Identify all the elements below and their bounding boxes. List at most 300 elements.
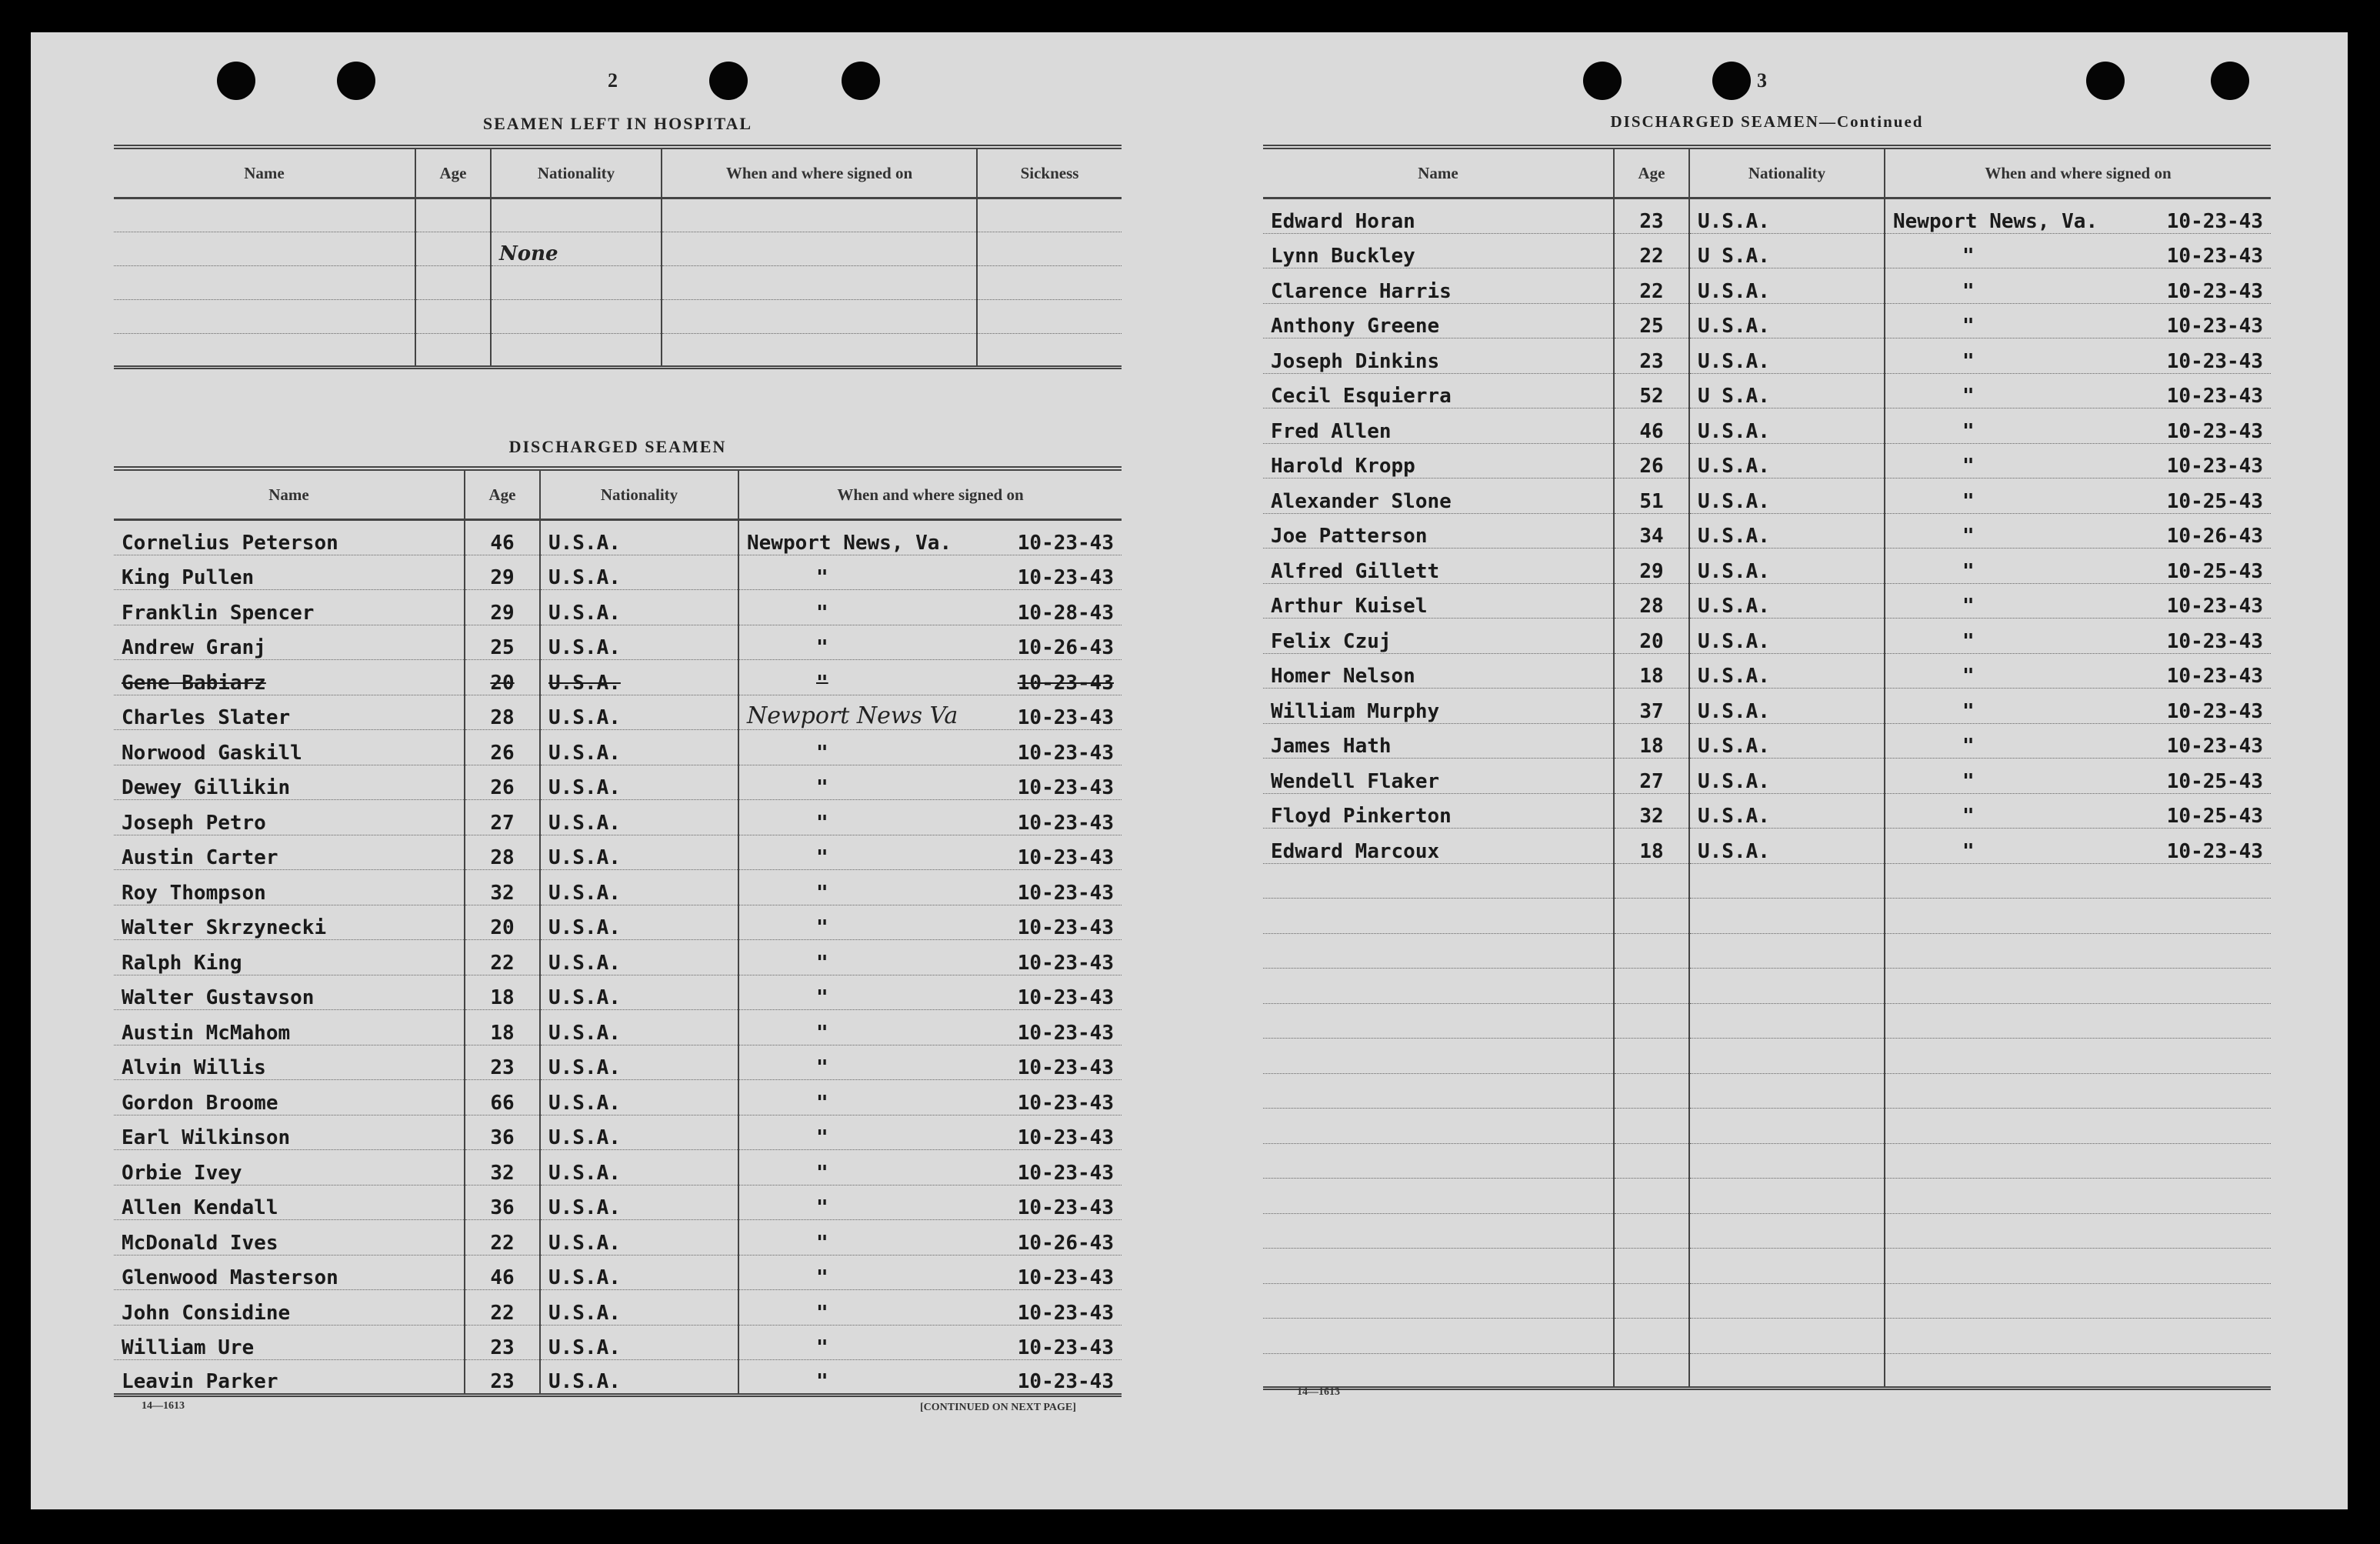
empty-row [1263, 969, 2271, 1004]
signed-on-cell [738, 555, 1122, 590]
seaman-age: 23 [465, 1360, 540, 1396]
signed-on-place: Newport News, Va. [1893, 209, 2098, 233]
table-row [1263, 198, 2271, 234]
signed-on-date: 10-23-43 [2166, 315, 2263, 338]
col-header-name: Name [1263, 147, 1614, 198]
seaman-age: 20 [465, 660, 540, 695]
signed-on-date: 10-26-43 [1017, 1231, 1114, 1255]
seaman-nationality: U.S.A. [540, 1010, 738, 1045]
signed-on-cell [1885, 338, 2271, 374]
seaman-age: 22 [465, 940, 540, 975]
signed-on-cell [1885, 233, 2271, 268]
signed-on-date: 10-23-43 [2166, 279, 2263, 303]
signed-on-date: 10-23-43 [2166, 595, 2263, 618]
seaman-name: Cecil Esquierra [1263, 373, 1614, 409]
signed-on-cell [738, 1080, 1122, 1115]
empty-row [1263, 1319, 2271, 1354]
seaman-nationality: U.S.A. [540, 940, 738, 975]
seaman-nationality: U.S.A. [1689, 479, 1885, 514]
table-row [114, 555, 1122, 590]
signed-on-place: " [1962, 839, 1975, 863]
table-row [114, 1325, 1122, 1360]
signed-on-cell [1885, 549, 2271, 584]
table-row [114, 590, 1122, 625]
seaman-name: Gordon Broome [114, 1080, 465, 1115]
signed-on-date: 10-23-43 [1017, 1056, 1114, 1079]
signed-on-place: " [816, 1301, 828, 1325]
empty-row [1263, 933, 2271, 969]
seaman-nationality: U.S.A. [1689, 583, 1885, 619]
signed-on-date: 10-26-43 [1017, 636, 1114, 659]
signed-on-place: " [1962, 735, 1975, 758]
seaman-age: 51 [1614, 479, 1689, 514]
seaman-nationality: U.S.A. [540, 1325, 738, 1360]
signed-on-cell [738, 835, 1122, 870]
seaman-age: 34 [1614, 513, 1689, 549]
signed-on-place: " [1962, 349, 1975, 373]
empty-row [1263, 1213, 2271, 1249]
signed-on-cell [738, 905, 1122, 940]
seaman-age: 32 [1614, 793, 1689, 829]
signed-on-date: 10-23-43 [1017, 741, 1114, 765]
seaman-name: Norwood Gaskill [114, 730, 465, 765]
table-row [114, 1150, 1122, 1186]
signed-on-place: " [816, 566, 828, 589]
seaman-nationality: U.S.A. [540, 1115, 738, 1150]
seaman-age: 23 [465, 1325, 540, 1360]
signed-on-place: Newport News Va [747, 702, 958, 729]
empty-row [1263, 863, 2271, 899]
seaman-name: Earl Wilkinson [114, 1115, 465, 1150]
punch-hole-icon [2086, 62, 2125, 100]
signed-on-place: " [1962, 769, 1975, 793]
signed-on-cell [738, 1185, 1122, 1220]
right-page-number: 3 [1757, 69, 1767, 92]
signed-on-date: 10-23-43 [1017, 706, 1114, 729]
signed-on-date: 10-23-43 [1017, 531, 1114, 555]
signed-on-cell [1885, 829, 2271, 864]
punch-hole-icon [337, 62, 375, 100]
seaman-name: Floyd Pinkerton [1263, 793, 1614, 829]
right-section-title: DISCHARGED SEAMEN—Continued [1610, 112, 1924, 131]
seaman-age: 29 [465, 555, 540, 590]
signed-on-date: 10-23-43 [1017, 1336, 1114, 1359]
signed-on-place: " [1962, 455, 1975, 478]
empty-row [1263, 1073, 2271, 1109]
table-row [1263, 723, 2271, 759]
signed-on-place: " [1962, 629, 1975, 653]
signed-on-cell [738, 1045, 1122, 1080]
signed-on-cell [738, 1255, 1122, 1290]
seaman-age: 22 [465, 1290, 540, 1326]
seaman-nationality: U.S.A. [540, 520, 738, 555]
seaman-name: James Hath [1263, 723, 1614, 759]
empty-row [1263, 899, 2271, 934]
seaman-name: Glenwood Masterson [114, 1255, 465, 1290]
table-row [114, 1080, 1122, 1115]
seaman-name: Homer Nelson [1263, 653, 1614, 689]
empty-row [1263, 1283, 2271, 1319]
seaman-nationality: U.S.A. [540, 1255, 738, 1290]
seaman-name: Allen Kendall [114, 1185, 465, 1220]
table-row [114, 695, 1122, 730]
seaman-nationality: U S.A. [1689, 373, 1885, 409]
punch-hole-icon [842, 62, 880, 100]
handwritten-none: None [491, 232, 662, 266]
signed-on-cell [1885, 303, 2271, 338]
signed-on-place: " [816, 986, 828, 1009]
signed-on-place: " [816, 1266, 828, 1289]
signed-on-cell [738, 625, 1122, 660]
discharged-continued-table [1263, 145, 2271, 1390]
seaman-nationality: U.S.A. [540, 590, 738, 625]
signed-on-cell [738, 1115, 1122, 1150]
signed-on-cell [1885, 793, 2271, 829]
seaman-age: 26 [1614, 443, 1689, 479]
table-row [114, 975, 1122, 1010]
signed-on-date: 10-23-43 [2166, 665, 2263, 688]
seaman-name: Dewey Gillikin [114, 765, 465, 800]
col-header-signed-on: When and where signed on [662, 147, 977, 198]
seaman-nationality: U.S.A. [540, 975, 738, 1010]
signed-on-place: " [1962, 279, 1975, 303]
seaman-age: 28 [465, 835, 540, 870]
col-header-signed-on: When and where signed on [738, 469, 1122, 520]
empty-row [1263, 1143, 2271, 1179]
signed-on-place: " [1962, 665, 1975, 688]
punch-hole-icon [709, 62, 748, 100]
seaman-nationality: U.S.A. [1689, 619, 1885, 654]
signed-on-date: 10-25-43 [2166, 489, 2263, 513]
signed-on-place: " [1962, 315, 1975, 338]
signed-on-place: " [816, 1056, 828, 1079]
signed-on-place: " [816, 776, 828, 799]
seaman-age: 25 [465, 625, 540, 660]
seaman-nationality: U.S.A. [540, 1080, 738, 1115]
signed-on-cell [738, 1360, 1122, 1396]
signed-on-cell [738, 765, 1122, 800]
col-header-sickness: Sickness [977, 147, 1122, 198]
left-page-number: 2 [608, 69, 618, 92]
signed-on-cell [1885, 479, 2271, 514]
col-header-nationality: Nationality [540, 469, 738, 520]
signed-on-place: " [1962, 559, 1975, 583]
seaman-name: William Ure [114, 1325, 465, 1360]
signed-on-cell [1885, 759, 2271, 794]
signed-on-cell [1885, 619, 2271, 654]
table-row [114, 625, 1122, 660]
seaman-nationality: U.S.A. [540, 695, 738, 730]
signed-on-date: 10-23-43 [1017, 671, 1114, 695]
signed-on-place: " [816, 1126, 828, 1149]
signed-on-place: " [816, 671, 828, 695]
seaman-name: Ralph King [114, 940, 465, 975]
signed-on-place: " [816, 741, 828, 765]
seaman-age: 29 [465, 590, 540, 625]
signed-on-cell [1885, 268, 2271, 304]
seaman-age: 23 [465, 1045, 540, 1080]
seaman-nationality: U.S.A. [540, 1150, 738, 1186]
seaman-nationality: U.S.A. [540, 1185, 738, 1220]
seaman-nationality: U.S.A. [1689, 723, 1885, 759]
seaman-nationality: U.S.A. [540, 1360, 738, 1396]
seaman-name: Alexander Slone [1263, 479, 1614, 514]
table-row [1263, 268, 2271, 304]
signed-on-cell [738, 660, 1122, 695]
seaman-age: 26 [465, 730, 540, 765]
seaman-age: 32 [465, 1150, 540, 1186]
seaman-age: 22 [1614, 268, 1689, 304]
table-row [1263, 689, 2271, 724]
signed-on-cell [738, 695, 1122, 730]
seaman-name: Joseph Dinkins [1263, 338, 1614, 374]
seaman-name: Arthur Kuisel [1263, 583, 1614, 619]
seaman-nationality: U.S.A. [1689, 653, 1885, 689]
signed-on-date: 10-23-43 [1017, 951, 1114, 975]
seaman-age: 28 [1614, 583, 1689, 619]
seaman-name: Gene Babiarz [114, 660, 465, 695]
table-row [114, 1115, 1122, 1150]
seaman-age: 20 [465, 905, 540, 940]
seaman-nationality: U S.A. [1689, 233, 1885, 268]
signed-on-cell [1885, 653, 2271, 689]
seaman-nationality: U.S.A. [540, 1045, 738, 1080]
seaman-name: Leavin Parker [114, 1360, 465, 1396]
seaman-nationality: U.S.A. [540, 905, 738, 940]
signed-on-date: 10-26-43 [2166, 525, 2263, 548]
table-row [1263, 373, 2271, 409]
signed-on-place: " [816, 846, 828, 869]
seaman-name: Orbie Ivey [114, 1150, 465, 1186]
signed-on-place: Newport News, Va. [747, 531, 952, 555]
seaman-nationality: U.S.A. [540, 625, 738, 660]
table-row [114, 1220, 1122, 1256]
seaman-name: McDonald Ives [114, 1220, 465, 1256]
signed-on-date: 10-23-43 [2166, 209, 2263, 233]
seaman-nationality: U.S.A. [540, 660, 738, 695]
col-header-age: Age [465, 469, 540, 520]
signed-on-date: 10-25-43 [2166, 769, 2263, 793]
seaman-age: 28 [465, 695, 540, 730]
seaman-name: Felix Czuj [1263, 619, 1614, 654]
discharged-section-title: DISCHARGED SEAMEN [508, 437, 727, 456]
punch-hole-icon [1583, 62, 1622, 100]
seaman-name: Walter Gustavson [114, 975, 465, 1010]
seaman-name: William Murphy [1263, 689, 1614, 724]
form-number: 14—1613 [142, 1400, 185, 1412]
seaman-nationality: U.S.A. [1689, 759, 1885, 794]
table-row [114, 765, 1122, 800]
seaman-nationality: U.S.A. [1689, 689, 1885, 724]
signed-on-place: " [816, 601, 828, 625]
signed-on-date: 10-23-43 [2166, 699, 2263, 723]
table-row [1263, 338, 2271, 374]
seaman-nationality: U.S.A. [540, 800, 738, 835]
seaman-age: 18 [465, 1010, 540, 1045]
table-row [1263, 303, 2271, 338]
empty-row [1263, 1003, 2271, 1039]
seaman-name: Anthony Greene [1263, 303, 1614, 338]
signed-on-cell [1885, 409, 2271, 444]
seaman-nationality: U.S.A. [540, 870, 738, 905]
signed-on-cell [1885, 513, 2271, 549]
signed-on-date: 10-23-43 [1017, 916, 1114, 939]
signed-on-place: " [816, 1021, 828, 1045]
signed-on-cell [738, 1290, 1122, 1326]
seaman-name: Joe Patterson [1263, 513, 1614, 549]
signed-on-date: 10-23-43 [2166, 419, 2263, 443]
table-row [114, 905, 1122, 940]
signed-on-date: 10-23-43 [1017, 1091, 1114, 1115]
seaman-name: Joseph Petro [114, 800, 465, 835]
seaman-age: 46 [465, 1255, 540, 1290]
punch-hole-icon [2211, 62, 2249, 100]
col-header-name: Name [114, 147, 415, 198]
signed-on-cell [1885, 583, 2271, 619]
seaman-age: 20 [1614, 619, 1689, 654]
signed-on-date: 10-23-43 [1017, 846, 1114, 869]
col-header-age: Age [415, 147, 491, 198]
signed-on-date: 10-23-43 [1017, 566, 1114, 589]
signed-on-place: " [1962, 805, 1975, 828]
table-row [114, 800, 1122, 835]
signed-on-place: " [816, 811, 828, 835]
signed-on-place: " [816, 881, 828, 905]
seaman-nationality: U.S.A. [1689, 198, 1885, 234]
table-row [114, 1010, 1122, 1045]
signed-on-date: 10-23-43 [1017, 881, 1114, 905]
col-header-signed-on: When and where signed on [1885, 147, 2271, 198]
seaman-age: 23 [1614, 338, 1689, 374]
seaman-age: 29 [1614, 549, 1689, 584]
signed-on-date: 10-23-43 [1017, 1196, 1114, 1219]
signed-on-cell [738, 800, 1122, 835]
empty-row [1263, 1353, 2271, 1389]
signed-on-place: " [816, 1231, 828, 1255]
seaman-nationality: U.S.A. [1689, 549, 1885, 584]
signed-on-place: " [1962, 419, 1975, 443]
signed-on-place: " [1962, 489, 1975, 513]
signed-on-date: 10-23-43 [1017, 1369, 1114, 1393]
table-row [114, 1185, 1122, 1220]
signed-on-date: 10-23-43 [2166, 385, 2263, 408]
signed-on-cell [738, 975, 1122, 1010]
col-header-age: Age [1614, 147, 1689, 198]
signed-on-place: " [816, 1161, 828, 1185]
signed-on-place: " [816, 636, 828, 659]
signed-on-date: 10-23-43 [2166, 349, 2263, 373]
seaman-nationality: U.S.A. [1689, 513, 1885, 549]
seaman-name: Lynn Buckley [1263, 233, 1614, 268]
signed-on-cell [738, 590, 1122, 625]
seaman-age: 36 [465, 1115, 540, 1150]
signed-on-date: 10-25-43 [2166, 805, 2263, 828]
signed-on-place: " [816, 1369, 828, 1393]
signed-on-cell [738, 1010, 1122, 1045]
signed-on-cell [1885, 443, 2271, 479]
seaman-nationality: U.S.A. [1689, 443, 1885, 479]
seaman-name: Wendell Flaker [1263, 759, 1614, 794]
empty-row [1263, 1249, 2271, 1284]
signed-on-place: " [1962, 385, 1975, 408]
seaman-name: Alvin Willis [114, 1045, 465, 1080]
seaman-nationality: U.S.A. [540, 730, 738, 765]
signed-on-date: 10-23-43 [2166, 839, 2263, 863]
table-row [114, 730, 1122, 765]
seaman-nationality: U.S.A. [540, 1220, 738, 1256]
signed-on-place: " [816, 1091, 828, 1115]
seaman-age: 52 [1614, 373, 1689, 409]
table-row [114, 1360, 1122, 1396]
signed-on-place: " [816, 916, 828, 939]
signed-on-cell [738, 1325, 1122, 1360]
signed-on-cell [1885, 373, 2271, 409]
seaman-age: 66 [465, 1080, 540, 1115]
discharged-table [114, 466, 1122, 1397]
seaman-age: 32 [465, 870, 540, 905]
seaman-nationality: U.S.A. [1689, 793, 1885, 829]
seaman-age: 18 [1614, 829, 1689, 864]
seaman-age: 22 [465, 1220, 540, 1256]
table-row [114, 520, 1122, 555]
col-header-name: Name [114, 469, 465, 520]
table-row [1263, 409, 2271, 444]
seaman-age: 23 [1614, 198, 1689, 234]
table-row [1263, 793, 2271, 829]
signed-on-date: 10-23-43 [2166, 735, 2263, 758]
seaman-name: Charles Slater [114, 695, 465, 730]
signed-on-cell [738, 870, 1122, 905]
seaman-name: Harold Kropp [1263, 443, 1614, 479]
table-row [114, 835, 1122, 870]
seaman-nationality: U.S.A. [1689, 303, 1885, 338]
signed-on-date: 10-23-43 [1017, 1301, 1114, 1325]
seaman-age: 18 [1614, 723, 1689, 759]
ledger-sheet [31, 32, 2348, 1509]
punch-hole-icon [217, 62, 255, 100]
seaman-name: Edward Horan [1263, 198, 1614, 234]
seaman-age: 27 [465, 800, 540, 835]
table-row [1263, 619, 2271, 654]
seaman-name: Alfred Gillett [1263, 549, 1614, 584]
signed-on-cell [738, 520, 1122, 555]
col-header-nationality: Nationality [491, 147, 662, 198]
empty-row [1263, 1039, 2271, 1074]
seaman-name: Austin McMahom [114, 1010, 465, 1045]
signed-on-date: 10-28-43 [1017, 601, 1114, 625]
table-row [1263, 829, 2271, 864]
signed-on-date: 10-23-43 [1017, 1021, 1114, 1045]
signed-on-date: 10-23-43 [1017, 986, 1114, 1009]
signed-on-cell [738, 1150, 1122, 1186]
seaman-name: Clarence Harris [1263, 268, 1614, 304]
signed-on-date: 10-23-43 [2166, 245, 2263, 268]
seaman-age: 25 [1614, 303, 1689, 338]
signed-on-cell [738, 940, 1122, 975]
continued-note: [CONTINUED ON NEXT PAGE] [920, 1402, 1076, 1413]
seaman-name: Walter Skrzynecki [114, 905, 465, 940]
signed-on-cell [738, 1220, 1122, 1256]
signed-on-place: " [816, 1196, 828, 1219]
table-row [114, 940, 1122, 975]
seaman-age: 46 [1614, 409, 1689, 444]
table-row [114, 870, 1122, 905]
seaman-nationality: U.S.A. [1689, 829, 1885, 864]
signed-on-date: 10-23-43 [1017, 776, 1114, 799]
table-row [114, 1045, 1122, 1080]
seaman-age: 46 [465, 520, 540, 555]
signed-on-place: " [1962, 595, 1975, 618]
